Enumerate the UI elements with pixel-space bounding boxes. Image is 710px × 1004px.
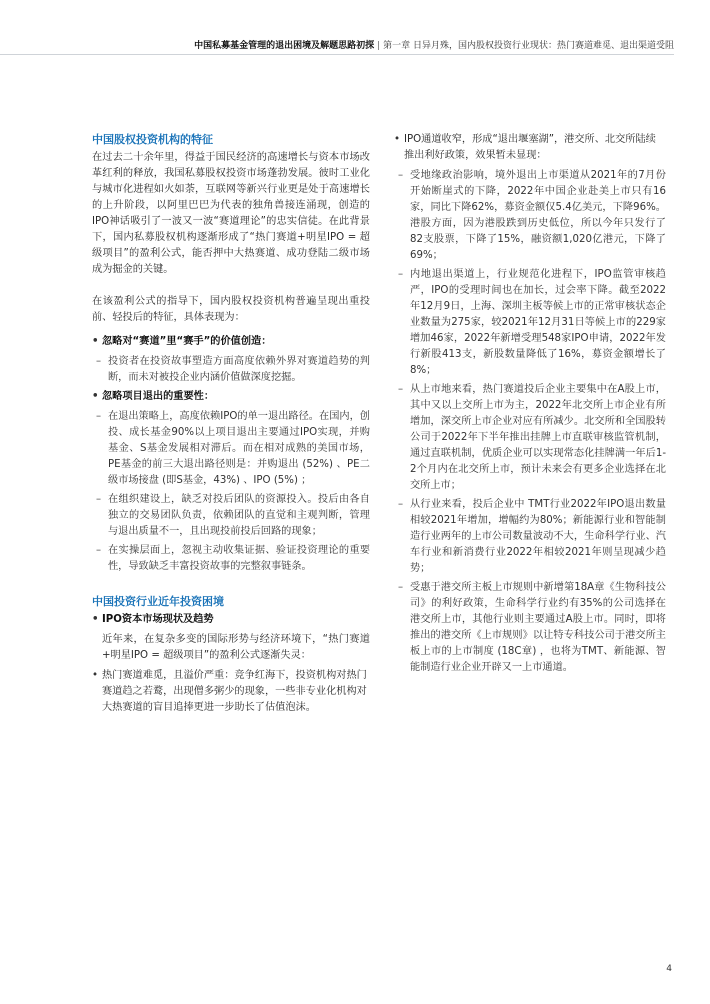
- dash-item: – 投资者在投资故事塑造方面高度依赖外界对赛道趋势的判断，而未对被投企业内涵价值做深度挖掘。: [92, 354, 370, 386]
- running-header: [150, 38, 674, 51]
- formula-paragraph: 在该盈利公式的指导下，国内股权投资机构普遍呈现出重投前、轻投后的特征，具体表现为：: [92, 296, 370, 323]
- dash-item: – 从上市地来看，热门赛道投后企业主要集中在A股上市，其中又以上交所上市为主，2022年北交所上市企业有所增加，深交所上市企业对应有所减少。北交所和全国股转公司于2022年下半年推出挂牌上市直联审核监管机制，通过直联机制，优质企业可以实现常态化挂牌满一年后1-2个月内在北交所上市，预计未来会有更多企业选择在北交所上市；: [394, 382, 666, 494]
- bullet-value-creation: • 忽略对“赛道”里“赛手”的价值创造：: [92, 334, 370, 350]
- bullet-hot-track: • 热门赛道难觅，且溢价严重：竞争红海下，投资机构对热门赛道趋之若鹜，出现僧多粥少的现象，一些非专业化机构对大热赛道的盲目追捧更进一步助长了估值泡沫。: [92, 668, 370, 716]
- page-number: 4: [666, 964, 672, 974]
- dash-item: – 受惠于港交所主板上市规则中新增第18A章《生物科技公司》的利好政策，生命科学行业约有35%的公司选择在港交所上市，其他行业则主要通过A股上市。同时，即将推出的港交所《上市规则》以让特专科技公司于港交所主板上市的上市制度 (18C章) ，也将为TMT、新能源、智能制造行业企业开辟又一上市通道。: [394, 580, 666, 676]
- section-heading-difficulties: 中国投资行业近年投资困境: [92, 595, 224, 608]
- spacer: [92, 578, 370, 594]
- dash-item: – 在组织建设上，缺乏对投后团队的资源投入。投后由各自独立的交易团队负责，依赖团队的直觉和主观判断，管理与退出质量不一，且出现投前投后回路的现象；: [92, 492, 370, 540]
- bullet-ipo-channel: • IPO通道收窄，形成“退出堰塞湖”，港交所、北交所陆续推出利好政策，效果暂未显现：: [394, 132, 666, 164]
- intro-paragraph: 在过去二十余年里，得益于国民经济的高速增长与资本市场改革红利的释放，我国私募股权投资市场蓬勃发展。彼时工业化与城市化进程如火如荼，互联网等新兴行业更是处于高速增长的上升阶段，以阿里巴巴为代表的独角兽接连涌现，创造的IPO神话吸引了一波又一波“赛道理论”的忠实信徒。在此背景下，国内私募股权机构逐渐形成了“热门赛道+明星IPO = 超级项目”的盈利公式，能否押中大热赛道、成功登陆二级市场成为掘金的关键。: [92, 152, 370, 275]
- dash-item: – 受地缘政治影响，境外退出上市渠道从2021年的7月份开始断崖式的下降，2022年中国企业赴美上市只有16家，同比下降62%，募资金额仅5.4亿美元，下降96%。港股方面，因为港股跌到历史低位，所以今年只发行了82支股票，下降了15%，融资额1,020亿港元，下降了69%；: [394, 168, 666, 264]
- dash-item: – 从行业来看，投后企业中 TMT行业2022年IPO退出数量相较2021年增加，增幅约为80%；新能源行业和智能制造行业两年的上市公司数量波动不大，生命科学行业、汽车行业和新消费行业2022年相较2021年则呈现减少趋势；: [394, 497, 666, 577]
- spacer: [92, 286, 370, 294]
- ipo-trend-paragraph: 近年来，在复杂多变的国际形势与经济环境下，“热门赛道+明星IPO = 超级项目”的盈利公式逐渐失灵：: [102, 634, 370, 661]
- bullet-exit-importance: • 忽略项目退出的重要性：: [92, 389, 370, 405]
- dash-item: – 内地退出渠道上，行业规范化进程下，IPO监管审核趋严，IPO的受理时间也在加长，过会率下降。截至2022年12月9日，上海、深圳主板等候上市的正常审核状态企业数量为275家，较2021年12月31日等候上市的229家增加46家，2022年新增受理548家IPO申请，2022年发行新股413支，新股数量降低了16%，募资金额增长了8%；: [394, 267, 666, 379]
- document-title: 中国私募基金管理的退出困境及解题思路初探: [194, 41, 375, 51]
- dash-item: – 在实操层面上，忽视主动收集证据、验证投资理论的重要性，导致缺乏丰富投资故事的完整叙事链条。: [92, 543, 370, 575]
- section-heading-characteristics: 中国股权投资机构的特征: [92, 133, 213, 146]
- chapter-title: 第一章 日异月殊，国内股权投资行业现状：热门赛道难觅、退出渠道受阻: [383, 41, 674, 51]
- header-divider: [0, 54, 674, 55]
- left-column: [92, 132, 370, 720]
- right-column: [394, 132, 666, 679]
- header-separator: |: [377, 41, 381, 51]
- bullet-ipo-trend: • IPO资本市场现状及趋势: [92, 612, 370, 628]
- dash-item: – 在退出策略上，高度依赖IPO的单一退出路径。在国内，创投、成长基金90%以上项目退出主要通过IPO实现，并购基金、S基金发展相对滞后。而在相对成熟的美国市场， PE基金的前三大退出路径则是：并购退出 (52%) 、PE二级市场接盘 (即S基金，43%) 、IPO (5%) ；: [92, 409, 370, 489]
